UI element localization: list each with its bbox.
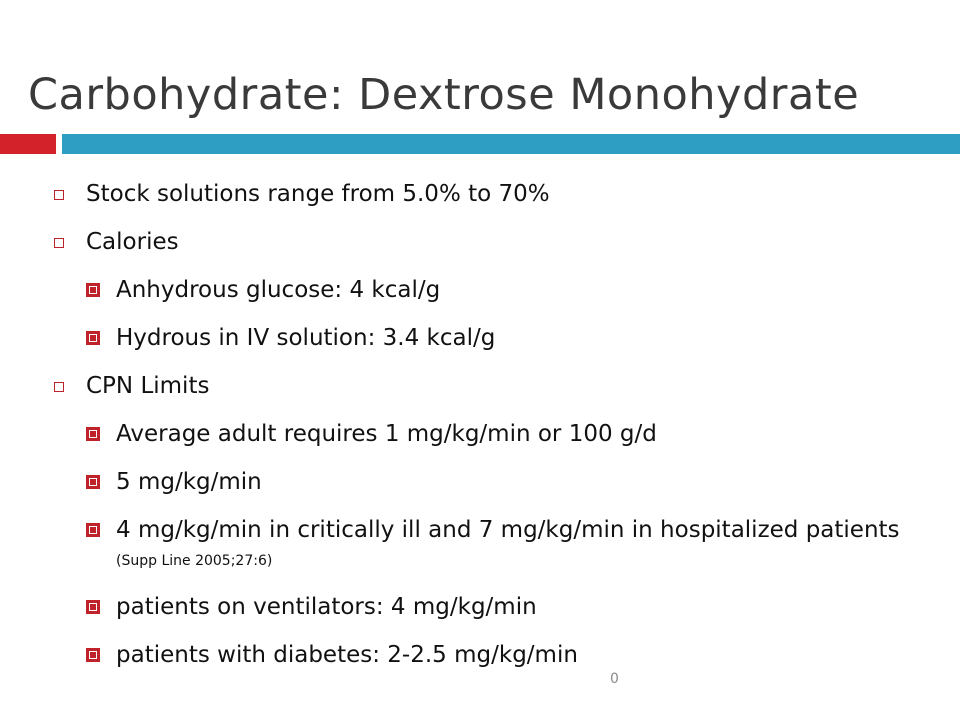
filled-square-bullet-icon: [86, 331, 100, 345]
title-accent-red-bar: [0, 134, 56, 154]
subbullet-five-mg: [50, 468, 930, 496]
bullet-text: 5 mg/kg/min: [116, 469, 262, 495]
filled-square-bullet-icon: [86, 648, 100, 662]
bullet-text: 4 mg/kg/min in critically ill and 7 mg/kg/min in hospitalized patients: [116, 517, 900, 543]
bullet-calories: [50, 228, 930, 256]
filled-square-bullet-icon: [86, 475, 100, 489]
bullet-stock-solutions: [50, 180, 930, 208]
bullet-text: Average adult requires 1 mg/kg/min or 100 g/d: [116, 421, 657, 447]
bullet-list: [50, 180, 930, 689]
hollow-square-bullet-icon: [54, 382, 64, 392]
bullet-text: patients with diabetes: 2-2.5 mg/kg/min: [116, 642, 578, 668]
bullet-cpn-limits: [50, 372, 930, 400]
subbullet-critically-ill: [50, 516, 930, 575]
hollow-square-bullet-icon: [54, 238, 64, 248]
slide-title: Carbohydrate: Dextrose Monohydrate: [28, 70, 860, 120]
citation: (Supp Line 2005;27:6): [116, 553, 273, 569]
filled-square-bullet-icon: [86, 600, 100, 614]
subbullet-anhydrous-glucose: [50, 276, 930, 304]
hollow-square-bullet-icon: [54, 190, 64, 200]
bullet-text: CPN Limits: [86, 373, 210, 399]
bullet-text: Hydrous in IV solution: 3.4 kcal/g: [116, 325, 496, 351]
subbullet-average-adult: [50, 420, 930, 448]
bullet-text: Calories: [86, 229, 179, 255]
filled-square-bullet-icon: [86, 523, 100, 537]
bullet-text: patients on ventilators: 4 mg/kg/min: [116, 594, 537, 620]
subbullet-hydrous-iv: [50, 324, 930, 352]
filled-square-bullet-icon: [86, 427, 100, 441]
bullet-text: Stock solutions range from 5.0% to 70%: [86, 181, 550, 207]
bullet-text: Anhydrous glucose: 4 kcal/g: [116, 277, 441, 303]
subbullet-ventilators: [50, 593, 930, 621]
subbullet-diabetes: [50, 641, 930, 669]
filled-square-bullet-icon: [86, 283, 100, 297]
title-accent-teal-bar: [62, 134, 960, 154]
page-number: 0: [610, 671, 619, 687]
